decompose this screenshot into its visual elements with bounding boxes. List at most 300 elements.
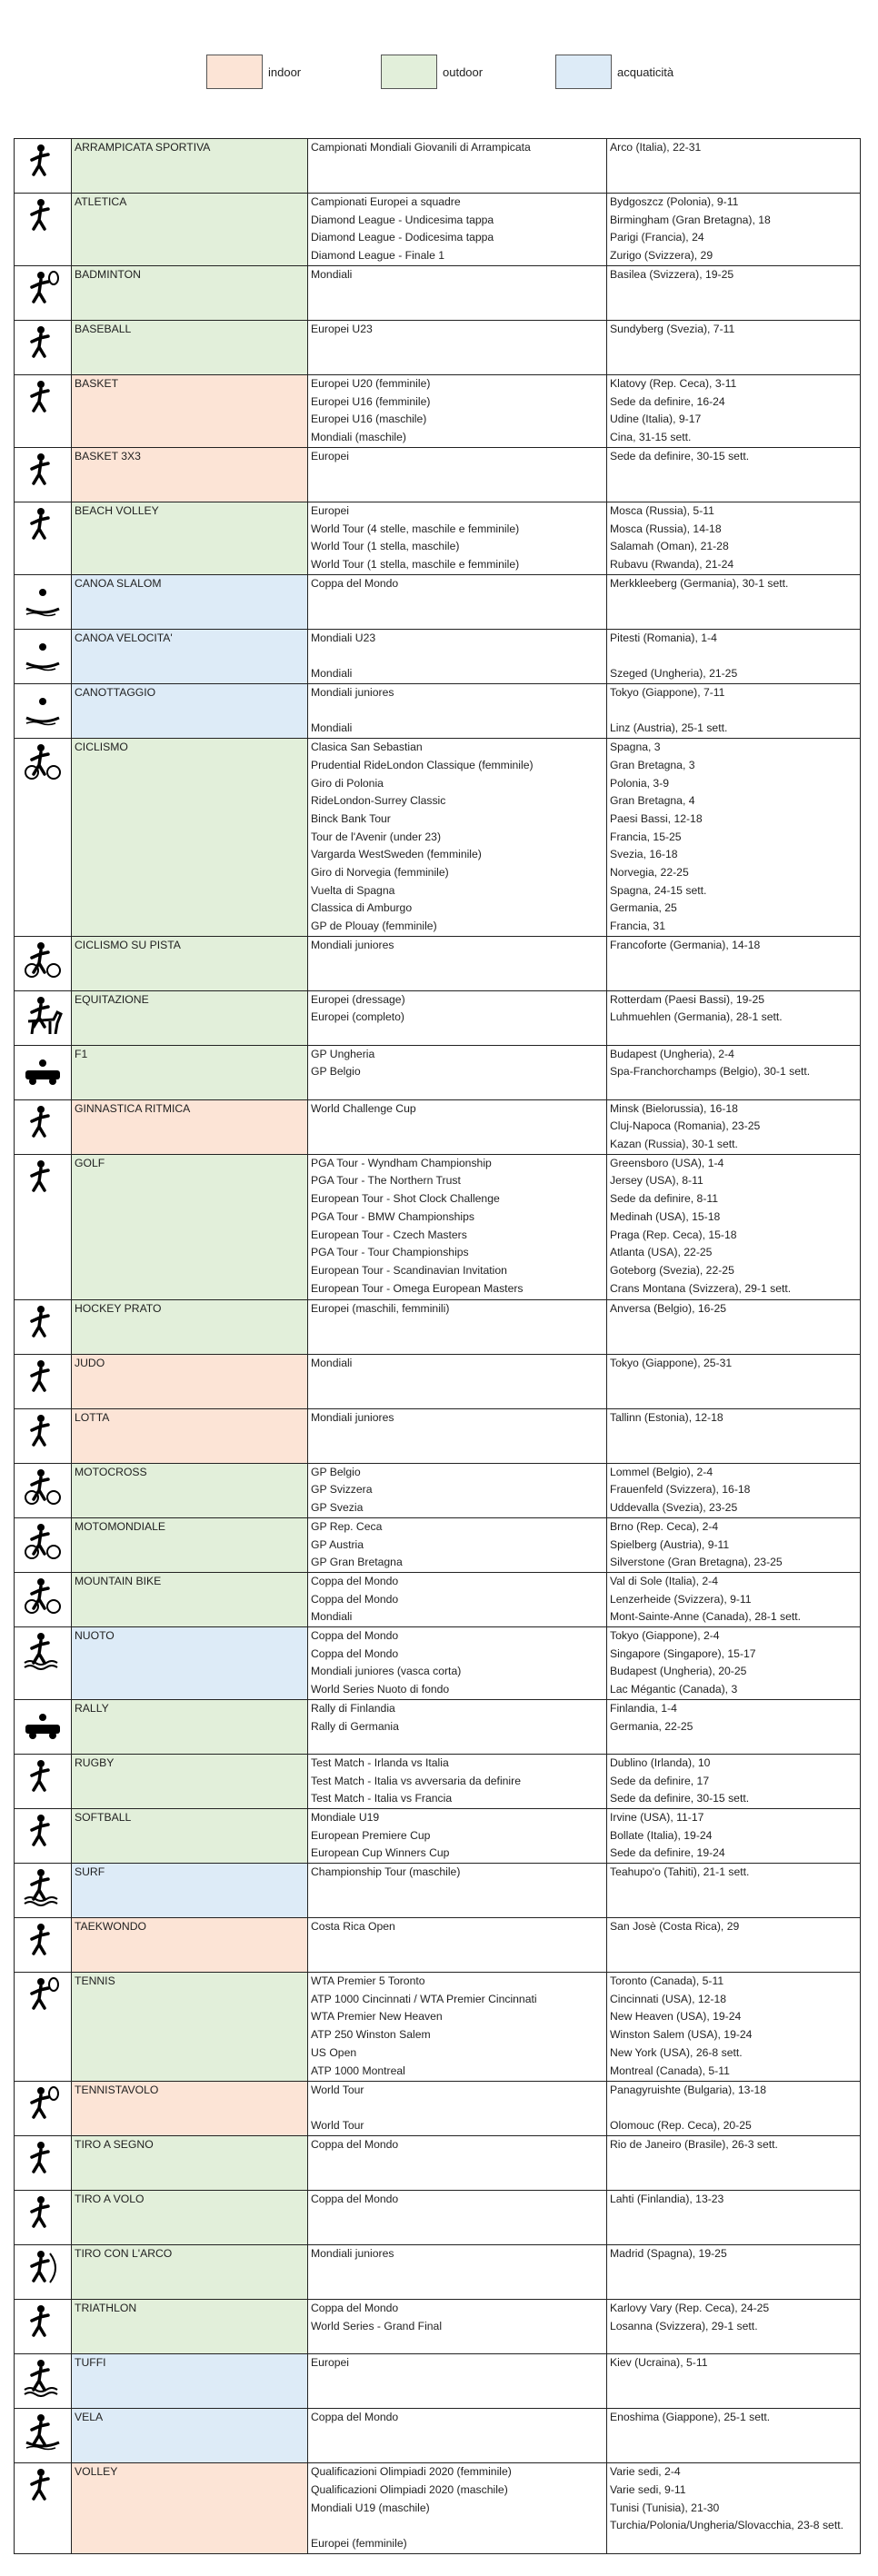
location-date-cell — [607, 1408, 861, 1463]
location-date: Atlanta (USA), 22-25 — [610, 1246, 713, 1259]
sport-name: TUFFI — [75, 2356, 106, 2370]
sport-icon-cell — [15, 2354, 72, 2409]
event-name: World Series - Grand Final — [311, 2319, 443, 2332]
event-cell — [308, 1299, 607, 1354]
table-row — [15, 575, 861, 630]
motorcycle-icon — [15, 1521, 71, 1561]
sport-name-cell — [72, 1626, 308, 1699]
event-cell — [308, 2463, 607, 2554]
location-date: Jersey (USA), 8-11 — [610, 1174, 703, 1188]
sport-name-cell — [72, 266, 308, 321]
table-row — [15, 739, 861, 937]
event-name: Test Match - Italia vs Francia — [311, 1792, 453, 1805]
badminton-icon — [15, 269, 71, 309]
sport-icon-cell — [15, 1099, 72, 1154]
sport-name: CICLISMO — [75, 741, 128, 754]
location-date-cell — [607, 321, 861, 375]
event-name: European Tour - Omega European Masters — [311, 1281, 524, 1295]
location-date: Bydgoszcz (Polonia), 9-11 — [610, 195, 739, 208]
location-date-cell — [607, 1099, 861, 1154]
sport-name-cell — [72, 2136, 308, 2191]
location-date: Panagyruishte (Bulgaria), 13-18 — [610, 2084, 767, 2097]
location-date-cell — [607, 2245, 861, 2300]
event-cell — [308, 575, 607, 630]
location-date: Teahupo'o (Tahiti), 21-1 sett. — [610, 1865, 750, 1879]
sport-icon-cell — [15, 375, 72, 448]
event-name: GP Svezia — [311, 1501, 364, 1515]
location-date: Pitesti (Romania), 1-4 — [610, 632, 717, 644]
location-date: Tokyo (Giappone), 7-11 — [610, 686, 725, 700]
location-date: Lommel (Belgio), 2-4 — [610, 1465, 713, 1478]
table-row — [15, 2354, 861, 2409]
sport-icon-cell — [15, 1572, 72, 1626]
event-name: Rally di Finlandia — [311, 1701, 395, 1715]
table-row — [15, 1408, 861, 1463]
event-cell — [308, 2354, 607, 2409]
event-name: Mondiali juniores — [311, 1410, 394, 1424]
event-name: Rally di Germania — [311, 1719, 399, 1733]
location-date-cell — [607, 990, 861, 1045]
location-date-cell — [607, 1463, 861, 1517]
event-cell — [308, 1973, 607, 2082]
event-cell — [308, 630, 607, 684]
table-row — [15, 1463, 861, 1517]
location-date: Parigi (Francia), 24 — [610, 231, 704, 244]
location-date: Goteborg (Svezia), 22-25 — [610, 1263, 734, 1277]
sport-name: TAEKWONDO — [75, 1920, 146, 1934]
sport-name: CICLISMO SU PISTA — [75, 938, 181, 951]
location-date: Tallinn (Estonia), 12-18 — [610, 1410, 723, 1424]
location-date: Basilea (Svizzera), 19-25 — [610, 268, 734, 281]
event-name: Europei (femminile) — [311, 2536, 407, 2550]
sport-icon-cell — [15, 502, 72, 575]
event-cell — [308, 1408, 607, 1463]
location-date: Svezia, 16-18 — [610, 848, 678, 861]
sport-name-cell — [72, 448, 308, 502]
location-date: Dublino (Irlanda), 10 — [610, 1755, 711, 1769]
location-date-cell — [607, 502, 861, 575]
baseball-icon — [15, 323, 71, 363]
sport-icon-cell — [15, 1299, 72, 1354]
event-cell — [308, 1045, 607, 1099]
location-date-cell — [607, 1809, 861, 1864]
event-name: Mondiali — [311, 268, 353, 281]
location-date: New Heaven (USA), 19-24 — [610, 2010, 742, 2024]
location-date: Spa-Franchorchamps (Belgio), 30-1 sett. — [610, 1065, 811, 1079]
sport-name-cell — [72, 1809, 308, 1864]
event-name: PGA Tour - Tour Championships — [311, 1246, 469, 1259]
location-date: Montreal (Canada), 5-11 — [610, 2064, 730, 2077]
location-date: Spagna, 3 — [610, 741, 661, 754]
event-cell — [308, 139, 607, 194]
location-date: Val di Sole (Italia), 2-4 — [610, 1574, 718, 1587]
sport-name-cell — [72, 1045, 308, 1099]
event-name: ATP 1000 Cincinnati / WTA Premier Cincinnati — [311, 1992, 537, 2005]
event-name: PGA Tour - Wyndham Championship — [311, 1156, 492, 1169]
event-name: Campionati Mondiali Giovanili di Arrampicata — [311, 141, 531, 154]
event-name: World Tour — [311, 2084, 364, 2097]
event-name: Europei — [311, 450, 350, 462]
location-date: Germania, 25 — [610, 901, 677, 915]
location-date-cell — [607, 739, 861, 937]
sport-name-cell — [72, 2245, 308, 2300]
event-name: Qualificazioni Olimpiadi 2020 (maschile) — [311, 2482, 508, 2496]
sport-name-cell — [72, 1699, 308, 1754]
sport-name-cell — [72, 575, 308, 630]
sport-icon-cell — [15, 1973, 72, 2082]
location-date: Udine (Italia), 9-17 — [610, 413, 702, 426]
sailing-icon — [15, 2412, 71, 2452]
sport-name: RALLY — [75, 1701, 109, 1715]
table-row — [15, 1099, 861, 1154]
location-date-cell — [607, 1626, 861, 1699]
sport-name: RUGBY — [75, 1755, 115, 1769]
location-date-cell — [607, 448, 861, 502]
location-date: Greensboro (USA), 1-4 — [610, 1156, 724, 1169]
sport-name: CANOA SLALOM — [75, 577, 162, 590]
location-date: Mosca (Russia), 14-18 — [610, 522, 722, 535]
event-cell — [308, 2409, 607, 2463]
canoe-sprint-icon — [15, 632, 71, 672]
location-date-cell — [607, 1699, 861, 1754]
sport-name-cell — [72, 1408, 308, 1463]
event-name: Giro di Norvegia (femminile) — [311, 865, 449, 879]
location-date: Germania, 22-25 — [610, 1719, 693, 1733]
event-name: Europei — [311, 504, 350, 517]
event-name: Mondiali (maschile) — [311, 431, 406, 444]
location-date-cell — [607, 2300, 861, 2354]
wrestling-icon — [15, 1412, 71, 1452]
sport-name: GINNASTICA RITMICA — [75, 1101, 191, 1115]
sport-name-cell — [72, 2191, 308, 2245]
event-cell — [308, 684, 607, 739]
location-date-cell — [607, 1299, 861, 1354]
location-date: Francoforte (Germania), 14-18 — [610, 938, 761, 951]
event-cell — [308, 1463, 607, 1517]
sport-name-cell — [72, 990, 308, 1045]
sport-name-cell — [72, 936, 308, 990]
location-date: Karlovy Vary (Rep. Ceca), 24-25 — [610, 2302, 770, 2315]
sport-icon-cell — [15, 194, 72, 266]
sport-name-cell — [72, 321, 308, 375]
sport-name-cell — [72, 2354, 308, 2409]
table-row — [15, 1299, 861, 1354]
golf-icon — [15, 1158, 71, 1198]
location-date: Francia, 31 — [610, 920, 665, 932]
sport-name-cell — [72, 1299, 308, 1354]
schedule-body — [15, 139, 861, 2554]
event-cell — [308, 194, 607, 266]
event-name: Mondiali juniores — [311, 2247, 394, 2261]
location-date: Silverstone (Gran Bretagna), 23-25 — [610, 1556, 783, 1569]
equestrian-icon — [15, 994, 71, 1034]
location-date: Arco (Italia), 22-31 — [610, 141, 702, 154]
location-date: Sede da definire, 19-24 — [610, 1846, 725, 1860]
event-cell — [308, 2245, 607, 2300]
judo-icon — [15, 1358, 71, 1397]
sport-icon-cell — [15, 2463, 72, 2554]
table-row — [15, 1809, 861, 1864]
sport-icon-cell — [15, 1918, 72, 1973]
sport-icon-cell — [15, 1626, 72, 1699]
running-icon — [15, 196, 71, 236]
event-name: Coppa del Mondo — [311, 1574, 399, 1587]
event-name: European Tour - Scandinavian Invitation — [311, 1263, 507, 1277]
location-date: Bollate (Italia), 19-24 — [610, 1828, 713, 1842]
table-row — [15, 1517, 861, 1572]
event-cell — [308, 1754, 607, 1808]
location-date: Birmingham (Gran Bretagna), 18 — [610, 213, 771, 226]
event-name — [311, 2517, 606, 2535]
table-row — [15, 2245, 861, 2300]
location-date: Sede da definire, 30-15 sett. — [610, 1792, 750, 1805]
location-date: Irvine (USA), 11-17 — [610, 1811, 704, 1824]
tennis-icon — [15, 1975, 71, 2015]
location-date: Varie sedi, 9-11 — [610, 2482, 686, 2496]
event-name: Europei U23 — [311, 323, 373, 335]
location-date: Enoshima (Giappone), 25-1 sett. — [610, 2411, 771, 2424]
location-date: Rio de Janeiro (Brasile), 26-3 sett. — [610, 2138, 778, 2152]
sport-icon-cell — [15, 448, 72, 502]
event-name: Prudential RideLondon Classique (femminile) — [311, 758, 534, 771]
sport-name: SURF — [75, 1865, 105, 1879]
event-name: Coppa del Mondo — [311, 1592, 399, 1606]
sport-name: TENNISTAVOLO — [75, 2084, 159, 2097]
table-row — [15, 990, 861, 1045]
event-cell — [308, 321, 607, 375]
location-date: Medinah (USA), 15-18 — [610, 1209, 721, 1223]
event-name: Vuelta di Spagna — [311, 883, 395, 897]
location-date: New York (USA), 26-8 sett. — [610, 2045, 743, 2059]
location-date: Sede da definire, 16-24 — [610, 394, 725, 408]
event-name: Classica di Amburgo — [311, 901, 413, 915]
event-name: Costa Rica Open — [311, 1920, 395, 1934]
table-row — [15, 448, 861, 502]
sport-icon-cell — [15, 1754, 72, 1808]
event-name: World Tour (1 stella, maschile) — [311, 540, 460, 553]
event-name — [311, 2100, 606, 2118]
table-row — [15, 375, 861, 448]
event-name: Qualificazioni Olimpiadi 2020 (femminile) — [311, 2465, 512, 2479]
location-date: Rotterdam (Paesi Bassi), 19-25 — [610, 992, 765, 1006]
location-date-cell — [607, 1517, 861, 1572]
sport-name-cell — [72, 1463, 308, 1517]
basketball-3x3-icon — [15, 451, 71, 491]
location-date: Cincinnati (USA), 12-18 — [610, 1992, 727, 2005]
sport-icon-cell — [15, 575, 72, 630]
location-date: Merkkleeberg (Germania), 30-1 sett. — [610, 577, 789, 590]
event-name: Europei U16 (femminile) — [311, 394, 431, 408]
event-name: Clasica San Sebastian — [311, 741, 423, 754]
location-date: Tokyo (Giappone), 25-31 — [610, 1356, 733, 1369]
event-name: GP de Plouay (femminile) — [311, 920, 437, 932]
trap-shooting-icon — [15, 2193, 71, 2233]
sport-name-cell — [72, 1754, 308, 1808]
sport-name: JUDO — [75, 1356, 105, 1369]
sport-name: BASKET — [75, 377, 119, 390]
location-date: Madrid (Spagna), 19-25 — [610, 2247, 727, 2261]
rhythmic-gymnastics-icon — [15, 1103, 71, 1143]
sport-icon-cell — [15, 1463, 72, 1517]
surfing-icon — [15, 1866, 71, 1906]
event-name: Campionati Europei a squadre — [311, 195, 461, 208]
event-name: WTA Premier New Heaven — [311, 2010, 443, 2024]
sport-name: MOUNTAIN BIKE — [75, 1574, 162, 1587]
location-date-cell — [607, 375, 861, 448]
location-date: Spagna, 24-15 sett. — [610, 883, 707, 897]
sport-name-cell — [72, 1154, 308, 1299]
location-date: Losanna (Svizzera), 29-1 sett. — [610, 2319, 758, 2332]
sport-name-cell — [72, 1354, 308, 1408]
table-row — [15, 1572, 861, 1626]
sport-icon-cell — [15, 321, 72, 375]
table-row — [15, 1045, 861, 1099]
location-date: Sundyberg (Svezia), 7-11 — [610, 323, 735, 335]
location-date-cell — [607, 1918, 861, 1973]
cycling-icon — [15, 741, 71, 781]
sport-name: TENNIS — [75, 1974, 115, 1988]
location-date: Anversa (Belgio), 16-25 — [610, 1301, 727, 1315]
location-date: Kiev (Ucraina), 5-11 — [610, 2356, 708, 2370]
location-date: San Josè (Costa Rica), 29 — [610, 1920, 740, 1934]
event-name: European Cup Winners Cup — [311, 1846, 450, 1860]
sport-icon-cell — [15, 739, 72, 937]
event-cell — [308, 1099, 607, 1154]
sport-icon-cell — [15, 2136, 72, 2191]
location-date: Tokyo (Giappone), 2-4 — [610, 1628, 720, 1642]
location-date: Gran Bretagna, 4 — [610, 794, 695, 808]
sport-name: F1 — [75, 1047, 88, 1060]
event-name: ATP 1000 Montreal — [311, 2064, 405, 2077]
beach-volley-icon — [15, 505, 71, 545]
sport-icon-cell — [15, 2300, 72, 2354]
table-row — [15, 1754, 861, 1808]
rowing-icon — [15, 687, 71, 727]
event-name: PGA Tour - The Northern Trust — [311, 1174, 461, 1188]
event-name: US Open — [311, 2045, 357, 2059]
legend-swatch-outdoor — [381, 55, 437, 89]
event-name: Mondiali U19 (maschile) — [311, 2501, 430, 2514]
event-name: Championship Tour (maschile) — [311, 1865, 461, 1879]
event-name: World Challenge Cup — [311, 1101, 416, 1115]
sport-name-cell — [72, 2463, 308, 2554]
sport-name-cell — [72, 139, 308, 194]
swimming-icon — [15, 1630, 71, 1670]
location-date-cell — [607, 2463, 861, 2554]
sport-icon-cell — [15, 1408, 72, 1463]
event-cell — [308, 1699, 607, 1754]
sport-name: TIRO CON L'ARCO — [75, 2247, 173, 2261]
table-row — [15, 630, 861, 684]
location-date: Lahti (Finlandia), 13-23 — [610, 2193, 724, 2206]
event-name: Europei (maschili, femminili) — [311, 1301, 450, 1315]
event-name: Mondiale U19 — [311, 1811, 380, 1824]
sport-icon-cell — [15, 1354, 72, 1408]
sport-icon-cell — [15, 936, 72, 990]
sport-name-cell — [72, 2082, 308, 2136]
table-row — [15, 2191, 861, 2245]
event-name — [311, 702, 606, 721]
sport-icon-cell — [15, 2245, 72, 2300]
sport-name-cell — [72, 1572, 308, 1626]
sport-name-cell — [72, 1918, 308, 1973]
event-name: World Series Nuoto di fondo — [311, 1683, 450, 1696]
sport-name: MOTOMONDIALE — [75, 1519, 165, 1533]
sport-name-cell — [72, 375, 308, 448]
sport-name: BASKET 3X3 — [75, 450, 141, 462]
event-name: World Tour (1 stella, maschile e femminile) — [311, 558, 520, 572]
event-name: RideLondon-Surrey Classic — [311, 794, 446, 808]
sport-name: GOLF — [75, 1156, 105, 1169]
legend-label-indoor: indoor — [268, 65, 302, 79]
location-date: Luhmuehlen (Germania), 28-1 sett. — [610, 1010, 783, 1024]
rally-car-icon — [15, 1703, 71, 1743]
location-date-cell — [607, 936, 861, 990]
location-date: Uddevalla (Svezia), 23-25 — [610, 1501, 738, 1515]
location-date: Sede da definire, 17 — [610, 1774, 710, 1787]
location-date-cell — [607, 1973, 861, 2082]
climbing-icon — [15, 142, 71, 182]
table-row — [15, 1973, 861, 2082]
location-date: Mosca (Russia), 5-11 — [610, 504, 714, 517]
location-date: Gran Bretagna, 3 — [610, 758, 695, 771]
event-name: Mondiali — [311, 721, 353, 735]
table-row — [15, 2136, 861, 2191]
softball-icon — [15, 1812, 71, 1852]
location-date-cell — [607, 575, 861, 630]
sport-name: EQUITAZIONE — [75, 992, 149, 1006]
event-name: Mondiali — [311, 667, 353, 681]
event-cell — [308, 936, 607, 990]
location-date-cell — [607, 1572, 861, 1626]
sport-name: BADMINTON — [75, 268, 141, 281]
event-name: GP Rep. Ceca — [311, 1519, 383, 1533]
sport-name: BASEBALL — [75, 323, 132, 335]
event-name: Test Match - Italia vs avversaria da definire — [311, 1774, 521, 1787]
location-date: Sede da definire, 8-11 — [610, 1192, 719, 1206]
sport-name: MOTOCROSS — [75, 1465, 147, 1478]
location-date: Kazan (Russia), 30-1 sett. — [610, 1138, 738, 1151]
table-row — [15, 936, 861, 990]
event-name: European Tour - Shot Clock Challenge — [311, 1192, 500, 1206]
event-cell — [308, 1354, 607, 1408]
event-name: Europei U20 (femminile) — [311, 377, 431, 390]
event-name: Diamond League - Dodicesima tappa — [311, 231, 494, 244]
table-row — [15, 502, 861, 575]
canoe-slalom-icon — [15, 578, 71, 618]
location-date: Toronto (Canada), 5-11 — [610, 1974, 724, 1988]
location-date-cell — [607, 2409, 861, 2463]
event-name: Coppa del Mondo — [311, 2193, 399, 2206]
taekwondo-icon — [15, 1921, 71, 1961]
event-name: European Premiere Cup — [311, 1828, 431, 1842]
sport-icon-cell — [15, 1154, 72, 1299]
basketball-icon — [15, 378, 71, 418]
location-date — [610, 2100, 860, 2118]
location-date: Brno (Rep. Ceca), 2-4 — [610, 1519, 719, 1533]
location-date: Budapest (Ungheria), 20-25 — [610, 1665, 747, 1678]
location-date: Cluj-Napoca (Romania), 23-25 — [610, 1119, 761, 1133]
event-name: World Tour (4 stelle, maschile e femminile) — [311, 522, 520, 535]
table-row — [15, 1354, 861, 1408]
sport-icon-cell — [15, 990, 72, 1045]
event-name: Europei (dressage) — [311, 992, 405, 1006]
event-cell — [308, 1809, 607, 1864]
location-date-cell — [607, 266, 861, 321]
sport-icon-cell — [15, 684, 72, 739]
event-name: Giro di Polonia — [311, 776, 384, 790]
sport-name: ATLETICA — [75, 195, 127, 208]
